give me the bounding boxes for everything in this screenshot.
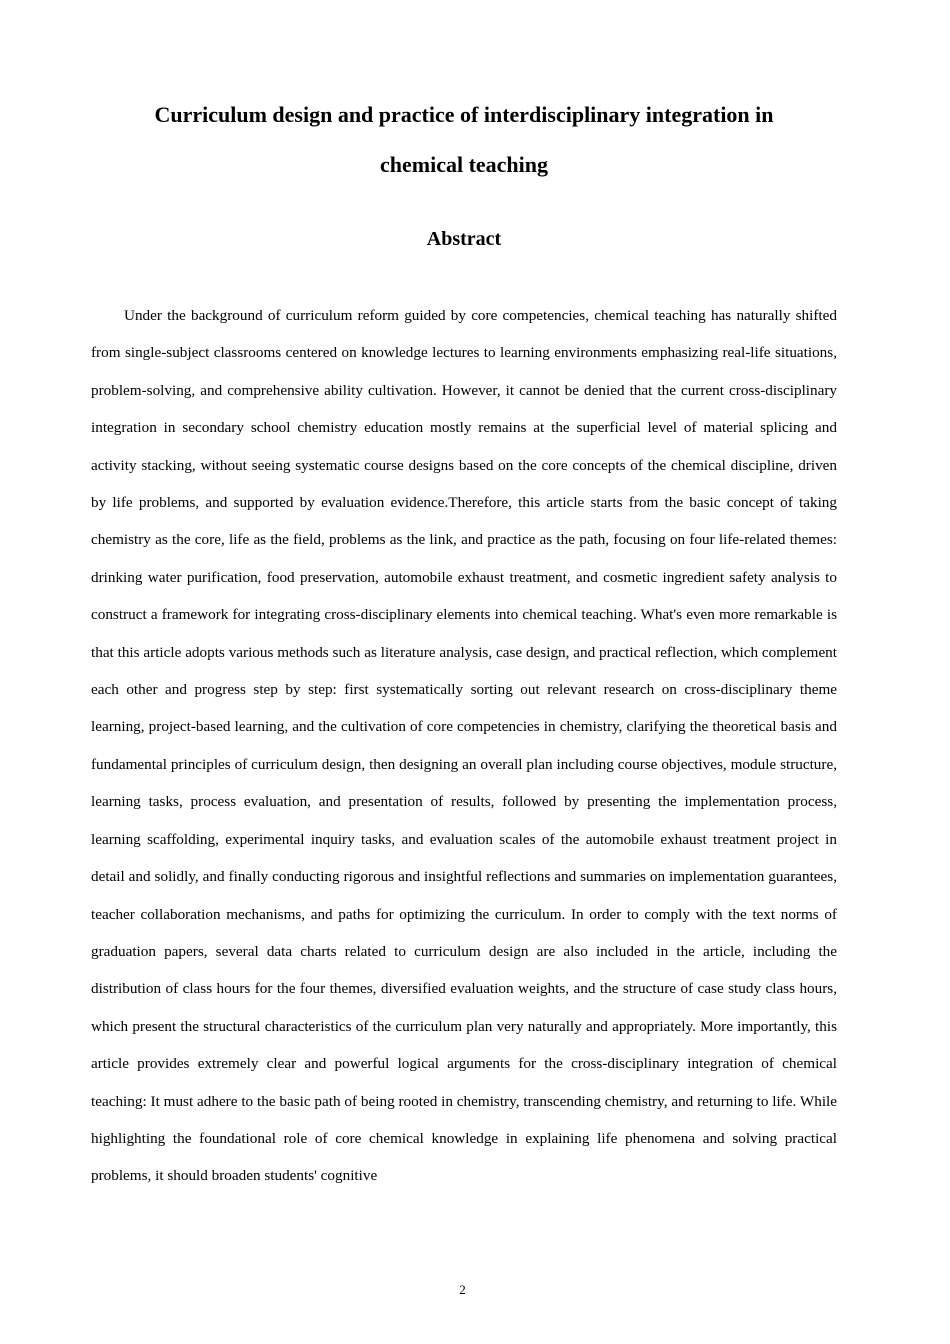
abstract-body: Under the background of curriculum reform guided by core competencies, chemical teaching has naturally shifted from single-subject classrooms centered on knowledge lectures to learning environments emphasizing real-life situations, problem-solving, and comprehensive ability cultivation. However, it cannot be denied that the current cross-disciplinary integration in secondary school chemistry education mostly remains at the superficial level of material splicing and activity stacking, without seeing systematic course designs based on the core concepts of the chemical discipline, driven by life problems, and supported by evaluation evidence.Therefore, this article starts from the basic concept of taking chemistry as the core, life as the field, problems as the link, and practice as the path, focusing on four life-related themes: drinking water purification, food preservation, automobile exhaust treatment, and cosmetic ingredient safety analysis to construct a framework for integrating cross-disciplinary elements into chemical teaching. What's even more remarkable is that this article adopts various methods such as literature analysis, case design, and practical reflection, which complement each other and progress step by step: first systematically sorting out relevant research on cross-disciplinary theme learning, project-based learning, and the cultivation of core competencies in chemistry, clarifying the theoretical basis and fundamental principles of curriculum design, then designing an overall plan including course objectives, module structure, learning tasks, process evaluation, and presentation of results, followed by presenting the implementation process, learning scaffolding, experimental inquiry tasks, and evaluation scales of the automobile exhaust treatment project in detail and solidly, and finally conducting rigorous and insightful reflections and summaries on implementation guarantees, teacher collaboration mechanisms, and paths for optimizing the curriculum. In order to comply with the text norms of graduation papers, several data charts related to curriculum design are also included in the article, including the distribution of class hours for the four themes, diversified evaluation weights, and the structure of case study class hours, which present the structural characteristics of the curriculum plan very naturally and appropriately. More importantly, this article provides extremely clear and powerful logical arguments for the cross-disciplinary integration of chemical teaching: It must adhere to the basic path of being rooted in chemistry, transcending chemistry, and returning to life. While highlighting the foundational role of core chemical knowledge in explaining life phenomena and solving practical problems, it should broaden students' cognitive bbox=[91, 307, 837, 1185]
paper-title-line-1: Curriculum design and practice of interdisciplinary integration in bbox=[154, 102, 774, 127]
page-number: 2 bbox=[459, 1282, 466, 1297]
paper-title-line-2: chemical teaching bbox=[379, 152, 549, 177]
abstract-heading: Abstract bbox=[426, 228, 502, 250]
